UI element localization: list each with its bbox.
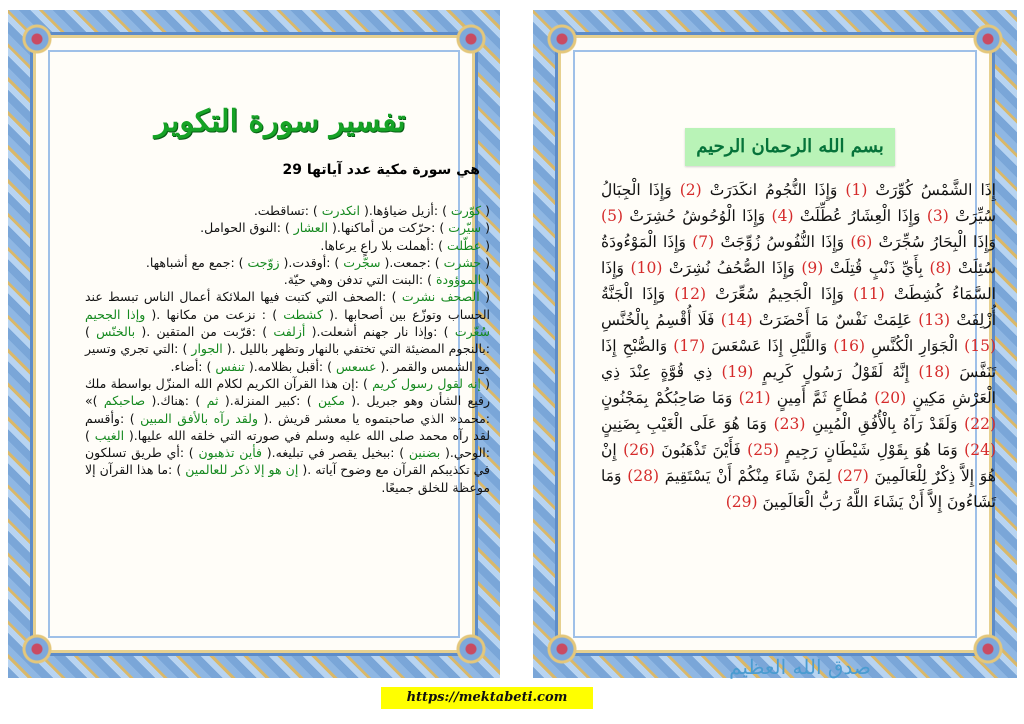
right-top-left-ornament xyxy=(545,22,579,56)
tafsir-line-3: ( عطّلت ) :أهملت بلا راعٍ يرعاها. xyxy=(320,237,490,253)
verse-text: وَإِذَا الْبِحَارُ سُجِّرَتْ xyxy=(872,233,997,251)
verse-number: (12) xyxy=(674,285,707,303)
verse-text: وَلَقَدْ رَآهُ بِالْأُفُقِ الْمُبِينِ xyxy=(805,415,958,433)
tafsir-line-1: ( كوّرت ) :أزيل ضياؤها.( انكدرت ) :تساقطت. xyxy=(253,203,490,218)
verse-number: (3) xyxy=(926,207,949,225)
verse-text: وَإِذَا الْجَنَّةُ أُزْلِفَتْ xyxy=(601,285,996,329)
tafsir-line-4: ( حشرت ) :جمعت.( سجّرت ) :أوقدت.( زوّجت ) :جمع مع أشباهها. xyxy=(145,254,490,270)
verse-number: (13) xyxy=(918,311,951,329)
verse-number: (10) xyxy=(630,259,663,277)
verse-text: ذِي قُوَّةٍ عِنْدَ ذِي الْعَرْشِ مَكِينٍ xyxy=(601,363,996,407)
verse-text: وَإِذَا الصُّحُفُ نُشِرَتْ xyxy=(662,259,795,277)
verse-text: وَإِذَا الْجِبَالُ سُيِّرَتْ xyxy=(601,181,996,225)
verse-text: وَالصُّبْحِ إِذَا تَنَفَّسَ xyxy=(601,337,997,381)
left-top-left-ornament xyxy=(20,22,54,56)
verse-number: (21) xyxy=(738,389,771,407)
verse-text: وَمَا تَشَاءُونَ إِلاَّ أَنْ يَشَاءَ اللَّهُ رَبُّ الْعَالَمِينَ xyxy=(601,467,996,511)
verse-text: وَمَا صَاحِبُكُمْ بِمَجْنُونٍ xyxy=(601,389,733,407)
verse-text: فَلَا أُقْسِمُ بِالْخُنَّسِ xyxy=(601,311,715,329)
verse-number: (1) xyxy=(845,181,868,199)
tafsir-line-2: ( سيّرت ) :حرّكت من أماكنها.( العشار ) :النوق الحوامل. xyxy=(200,220,490,236)
verse-text: الْجَوَارِ الْكُنَّسِ xyxy=(865,337,959,355)
left-page-frame xyxy=(8,10,500,678)
verse-number: (8) xyxy=(929,259,952,277)
verse-text: وَاللَّيْلِ إِذَا عَسْعَسَ xyxy=(705,337,828,355)
verse-number: (26) xyxy=(623,441,655,459)
verse-number: (23) xyxy=(773,415,806,433)
surah-verses xyxy=(601,177,996,515)
verse-text: لِمَنْ شَاءَ مِنْكُمْ أَنْ يَسْتَقِيمَ xyxy=(659,467,832,485)
right-page-frame xyxy=(533,10,1017,678)
verse-number: (4) xyxy=(771,207,794,225)
tafsir-line-5: ( الموؤودة ) :البنت التي تدفن وهي حيّة. xyxy=(283,272,490,288)
verse-text: وَإِذَا الْوُحُوشُ حُشِرَتْ xyxy=(623,207,766,225)
verse-text: وَإِذَا الْمَوْءُودَةُ سُئِلَتْ xyxy=(601,233,996,277)
verse-number: (6) xyxy=(850,233,873,251)
right-bottom-right-ornament xyxy=(971,632,1005,666)
verse-text: مُطَاعٍ ثَمَّ أَمِينٍ xyxy=(770,389,869,407)
tafsir-text xyxy=(85,202,490,496)
tafsir-paragraph-2: ( إنه لقول رسول كريم ) :إن هذا القرآن الكريم لكلام الله المنزّل بواسطة ملك رفيع الشأن وهو جبريل .( مكين ) :كبير المنزلة.( ثم ) :هناك.( صاحبكم )» :محمد« الذي صاحبتموه يا معشر قريش .( ولقد رآه بالأفق المبين ) :وأقسم لقد رآه محمد صلى الله عليه وسلم في صورته التي خلقه الله عليها.( الغيب ) :الوحي.( بضنين ) :ببخيل يقصر في تبليغه.( فأين تذهبون ) :أي طريق تسلكون في تكذيبكم القرآن مع وضوح آياته .( إن هو إلا ذكر للعالمين ) :ما هذا القرآن إلا موعظة للخلق جميعًا. xyxy=(85,375,490,495)
verse-text: إِذَا الشَّمْسُ كُوِّرَتْ xyxy=(867,181,996,199)
verse-number: (16) xyxy=(833,337,866,355)
verse-text: وَإِذَا الْجَحِيمُ سُعِّرَتْ xyxy=(706,285,844,303)
verse-text: وَإِذَا الْعِشَارُ عُطِّلَتْ xyxy=(793,207,921,225)
verse-text: فَأَيْنَ تَذْهَبُونَ xyxy=(654,441,741,459)
verse-number: (11) xyxy=(853,285,885,303)
verse-text: وَمَا هُوَ عَلَى الْغَيْبِ بِضَنِينٍ xyxy=(601,415,767,433)
right-bottom-left-ornament xyxy=(545,632,579,666)
verse-number: (2) xyxy=(679,181,702,199)
verse-number: (14) xyxy=(720,311,753,329)
verse-text: بِأَيِّ ذَنْبٍ قُتِلَتْ xyxy=(823,259,923,277)
verse-text: وَإِذَا النُّفُوسُ زُوِّجَتْ xyxy=(714,233,845,251)
verse-number: (17) xyxy=(673,337,706,355)
tafsir-paragraph-1: ( الصحف نشرت ) :الصحف التي كتبت فيها الملائكة أعمال الناس تبسط عند الحساب وتوزّع بين أصحابها .( كشطت ) : نزعت من مكانها .( وإذا الجحيم سُعّرت ) :وإذا نار جهنم أشعلت.( أزلفت ) :قرّبت من المتقين .( بالخنّس ) :بالنجوم المضيئة التي تختفي بالنهار وتظهر بالليل .( الجوار ) :التي تجري وتسير مع الشمس والقمر .( عسعس ) :أقبل بظلامه.( تنفس ) :أضاء. xyxy=(85,289,491,374)
verse-number: (19) xyxy=(721,363,754,381)
verse-number: (25) xyxy=(747,441,780,459)
verse-number: (15) xyxy=(964,337,996,355)
verse-text: وَإِذَا السَّمَاءُ كُشِطَتْ xyxy=(601,259,996,303)
verse-number: (7) xyxy=(692,233,715,251)
verse-number: (24) xyxy=(964,441,997,459)
basmala-heading: بسم الله الرحمان الرحيم xyxy=(685,128,895,166)
verse-number: (28) xyxy=(627,467,660,485)
verse-text: عَلِمَتْ نَفْسٌ مَا أَحْضَرَتْ xyxy=(752,311,912,329)
surah-info: هي سورة مكية عدد آياتها 29 xyxy=(282,162,480,178)
closing-phrase: صدق الله العظيم xyxy=(729,655,871,679)
verse-number: (27) xyxy=(836,467,869,485)
verse-number: (18) xyxy=(918,363,951,381)
footer-url-link[interactable]: https://mektabeti.com xyxy=(381,687,593,709)
verse-number: (29) xyxy=(725,493,758,511)
verse-text: وَإِذَا النُّجُومُ انكَدَرَتْ xyxy=(701,181,838,199)
verse-number: (20) xyxy=(874,389,907,407)
surah-tafsir-title: تفسير سورة التكوير xyxy=(154,104,406,139)
verse-number: (9) xyxy=(801,259,824,277)
verse-text: وَمَا هُوَ بِقَوْلِ شَيْطَانٍ رَجِيمٍ xyxy=(779,441,958,459)
left-top-right-ornament xyxy=(454,22,488,56)
left-content xyxy=(70,72,490,672)
verse-number: (5) xyxy=(601,207,623,225)
verse-text: إِنْ هُوَ إِلاَّ ذِكْرٌ لِلْعَالَمِينَ xyxy=(601,441,996,485)
right-top-right-ornament xyxy=(971,22,1005,56)
left-bottom-left-ornament xyxy=(20,632,54,666)
verse-text: إِنَّهُ لَقَوْلُ رَسُولٍ كَرِيمٍ xyxy=(753,363,910,381)
verse-number: (22) xyxy=(964,415,996,433)
